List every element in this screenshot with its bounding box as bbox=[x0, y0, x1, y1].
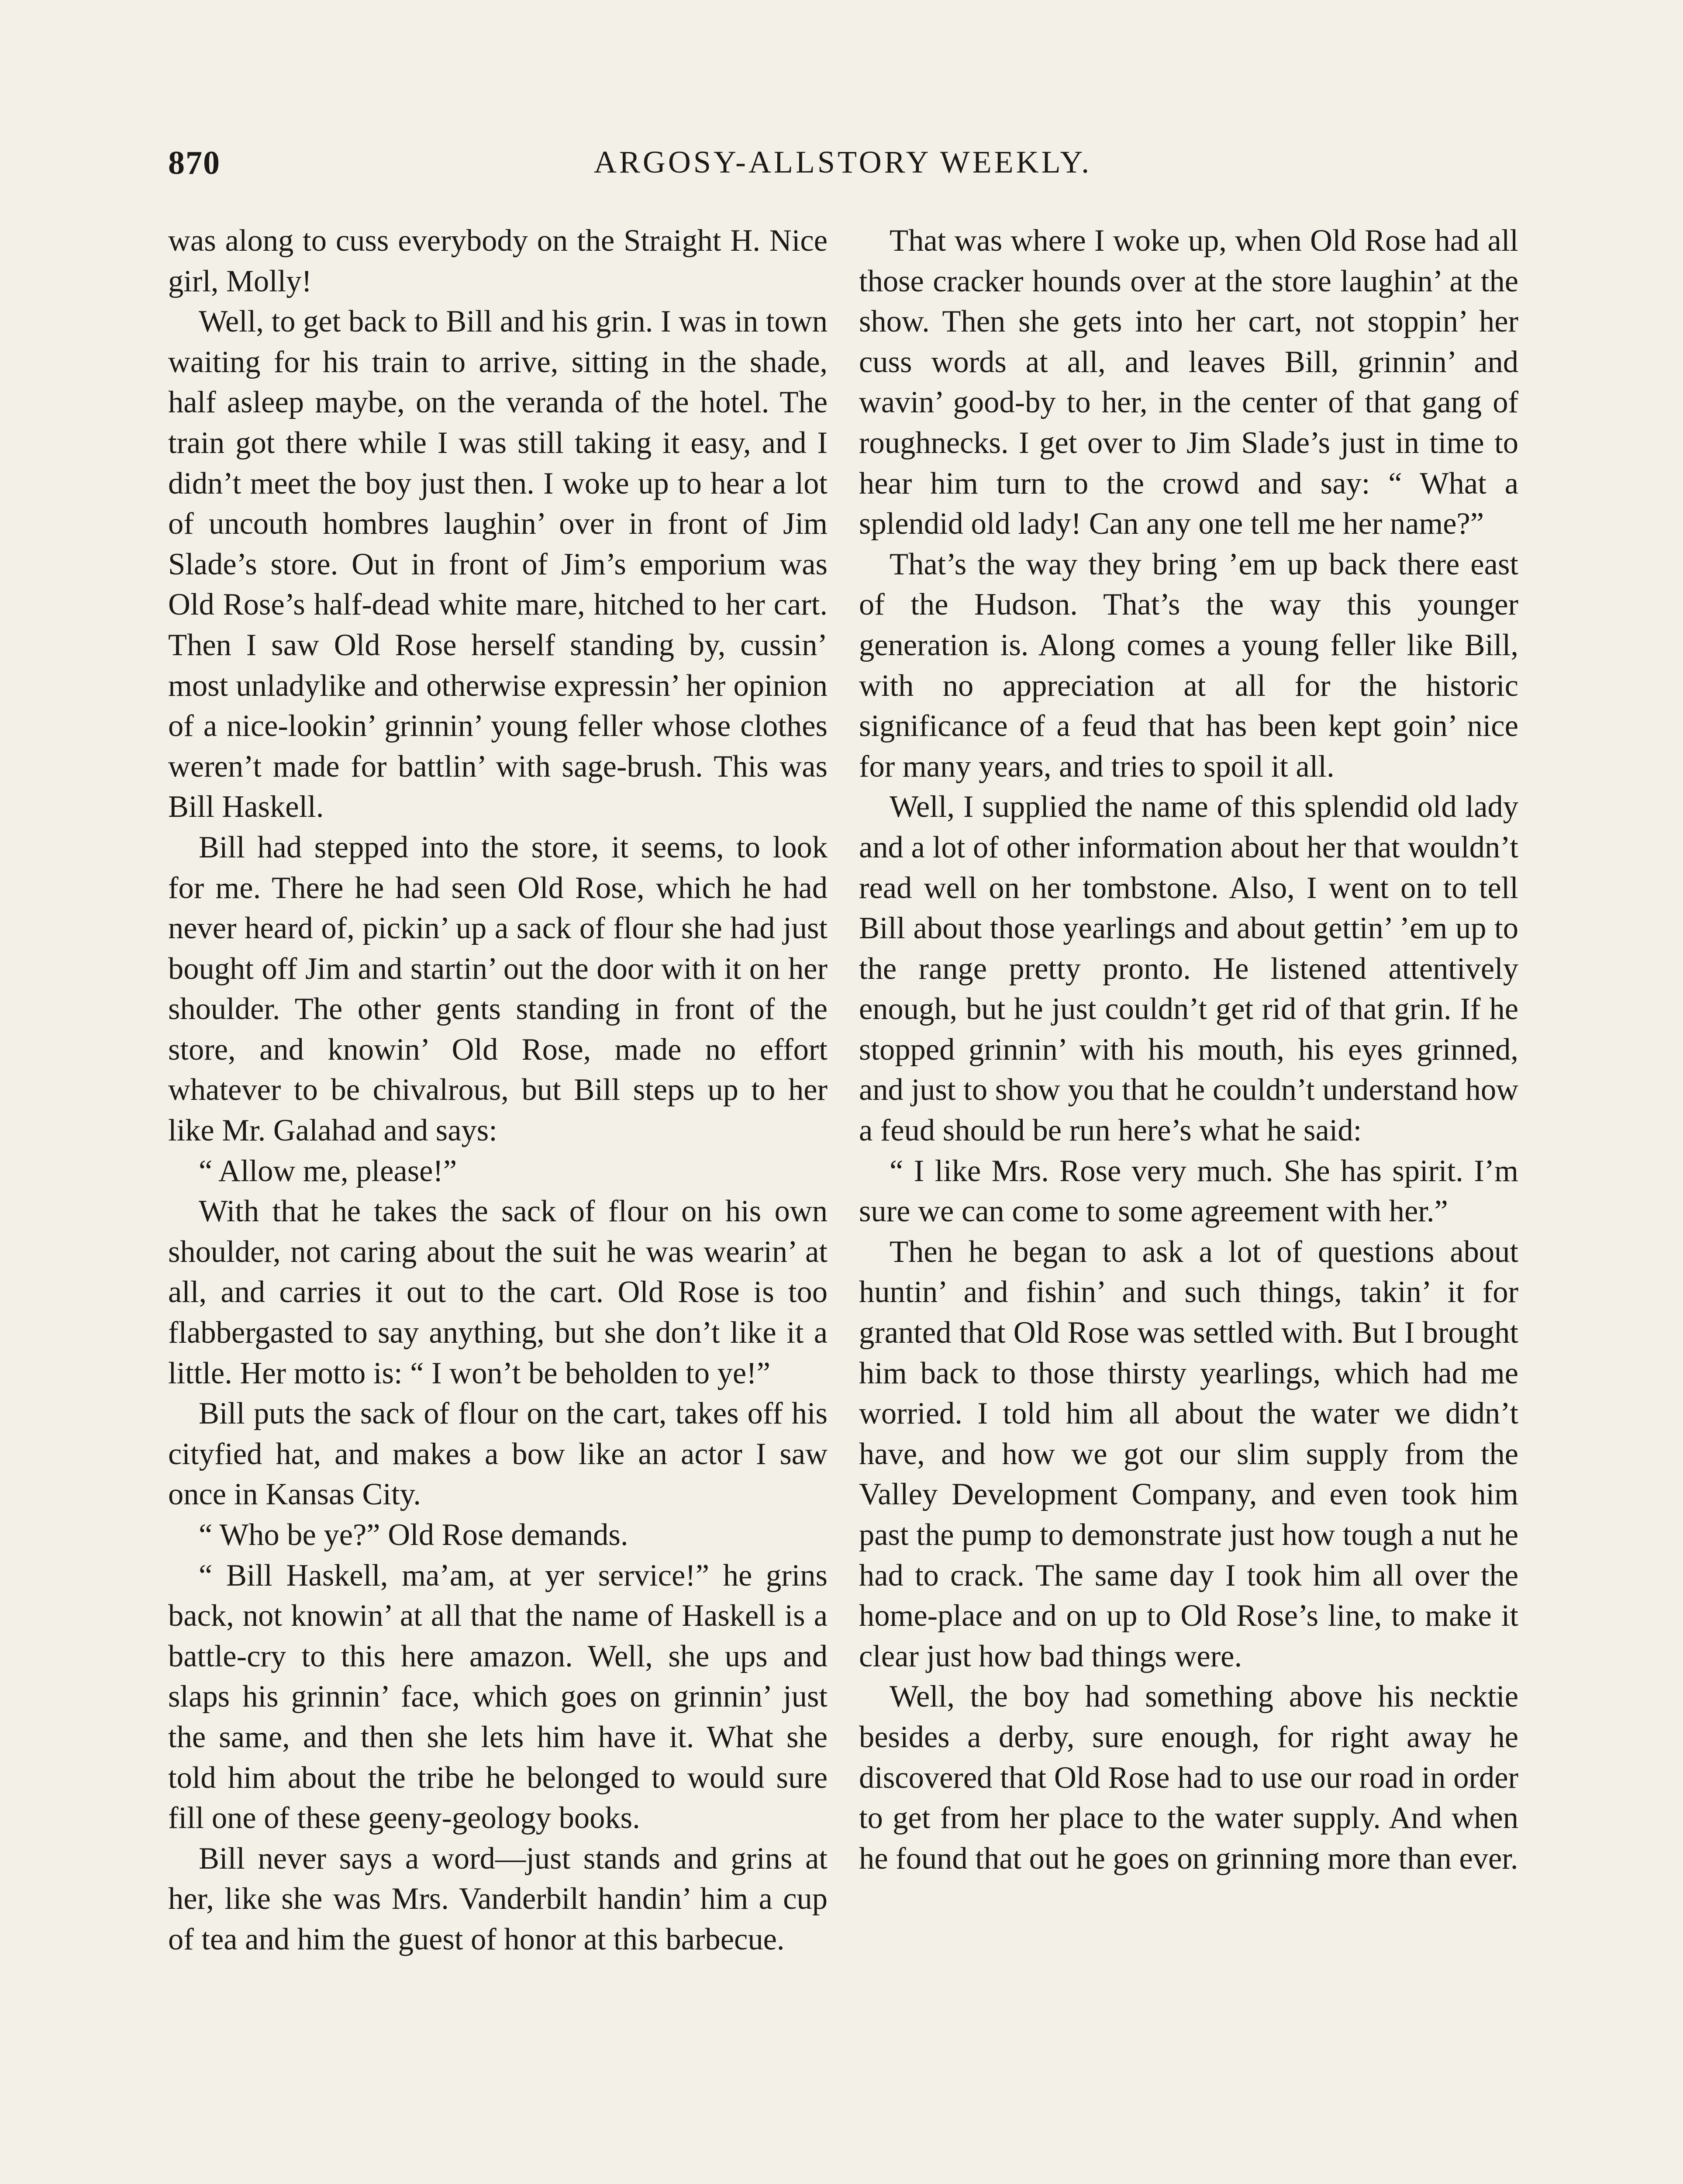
paragraph: Well, I supplied the name of this splendid old lady and a lot of other information about her that wouldn’t read well on her tombstone. Also, I went on to tell Bill about those yearlings and about gettin’ ’em up to the range pretty pronto. He listened attentively enough, but he just couldn’t get rid of that grin. If he stopped grinnin’ with his mouth, his eyes grinned, and just to show you that he couldn’t understand how a feud should be run here’s what he said: bbox=[859, 790, 1518, 1148]
paragraph: was along to cuss everybody on the Straight H. Nice girl, Molly! bbox=[168, 224, 828, 298]
paragraph: “ I like Mrs. Rose very much. She has spirit. I’m sure we can come to some agreement with her.” bbox=[859, 1154, 1518, 1229]
paragraph: Bill had stepped into the store, it seems, to look for me. There he had seen Old Rose, which he had never heard of, pickin’ up a sack of flour she had just bought off Jim and startin’ out the door with it on her shoulder. The other gents standing in front of the store, and knowin’ Old Rose, made no effort whatever to be chivalrous, but Bill steps up to her like Mr. Galahad and says: bbox=[168, 830, 828, 1148]
paragraph: That was where I woke up, when Old Rose had all those cracker hounds over at the store laughin’ at the show. Then she gets into her cart, not stoppin’ her cuss words at all, and leaves Bill, grinnin’ and wavin’ good-by to her, in the center of that gang of roughnecks. I get over to Jim Slade’s just in time to hear him turn to the crowd and say: “ What a splendid old lady! Can any one tell me her name?” bbox=[859, 224, 1518, 541]
paragraph: Bill puts the sack of flour on the cart, takes off his cityfied hat, and makes a bow like an actor I saw once in Kansas City. bbox=[168, 1396, 828, 1512]
left-column bbox=[168, 221, 828, 1960]
right-column bbox=[859, 221, 1518, 1879]
paragraph: Bill never says a word—just stands and grins at her, like she was Mrs. Vanderbilt handin’ him a cup of tea and him the guest of honor at this barbecue. bbox=[168, 1841, 828, 1956]
running-title: ARGOSY-ALLSTORY WEEKLY. bbox=[593, 145, 1092, 180]
paragraph: “ Allow me, please!” bbox=[199, 1154, 457, 1188]
paragraph: Well, the boy had something above his necktie besides a derby, sure enough, for right away he discovered that Old Rose had to use our road in order to get from her place to the water supply. And when he found that out he goes on grinning more than ever. bbox=[859, 1679, 1518, 1876]
paragraph: “ Bill Haskell, ma’am, at yer service!” he grins back, not knowin’ at all that the name of Haskell is a battle-cry to this here amazon. Well, she ups and slaps his grinnin’ face, which goes on grinnin’ just the same, and then she lets him have it. What she told him about the tribe he belonged to would sure fill one of these geeny-geology books. bbox=[168, 1558, 828, 1835]
paragraph: Then he began to ask a lot of questions about huntin’ and fishin’ and such things, takin’ it for granted that Old Rose was settled with. But I brought him back to those thirsty yearlings, which had me worried. I told him all about the water we didn’t have, and how we got our slim supply from the Valley Development Company, and even took him past the pump to demonstrate just how tough a nut he had to crack. The same day I took him all over the home-place and on up to Old Rose’s line, to make it clear just how bad things were. bbox=[859, 1234, 1518, 1673]
paragraph: That’s the way they bring ’em up back there east of the Hudson. That’s the way this younger generation is. Along comes a young feller like Bill, with no appreciation at all for the historic significance of a feud that has been kept goin’ nice for many years, and tries to spoil it all. bbox=[859, 547, 1518, 784]
paragraph: “ Who be ye?” Old Rose demands. bbox=[199, 1518, 628, 1552]
page-number: 870 bbox=[168, 145, 221, 181]
paragraph: Well, to get back to Bill and his grin. I was in town waiting for his train to arrive, sitting in the shade, half asleep maybe, on the veranda of the hotel. The train got there while I was still taking it easy, and I didn’t meet the boy just then. I woke up to hear a lot of uncouth hombres laughin’ over in front of Jim Slade’s store. Out in front of Jim’s emporium was Old Rose’s half-dead white mare, hitched to her cart. Then I saw Old Rose herself standing by, cussin’ most unladylike and otherwise expressin’ her opinion of a nice-lookin’ grinnin’ young feller whose clothes weren’t made for battlin’ with sage-brush. This was Bill Haskell. bbox=[168, 304, 828, 824]
page-header bbox=[168, 144, 1517, 192]
paragraph: With that he takes the sack of flour on his own shoulder, not caring about the suit he was wearin’ at all, and carries it out to the cart. Old Rose is too flabbergasted to say anything, but she don’t like it a little. Her motto is: “ I won’t be beholden to ye!” bbox=[168, 1194, 828, 1390]
